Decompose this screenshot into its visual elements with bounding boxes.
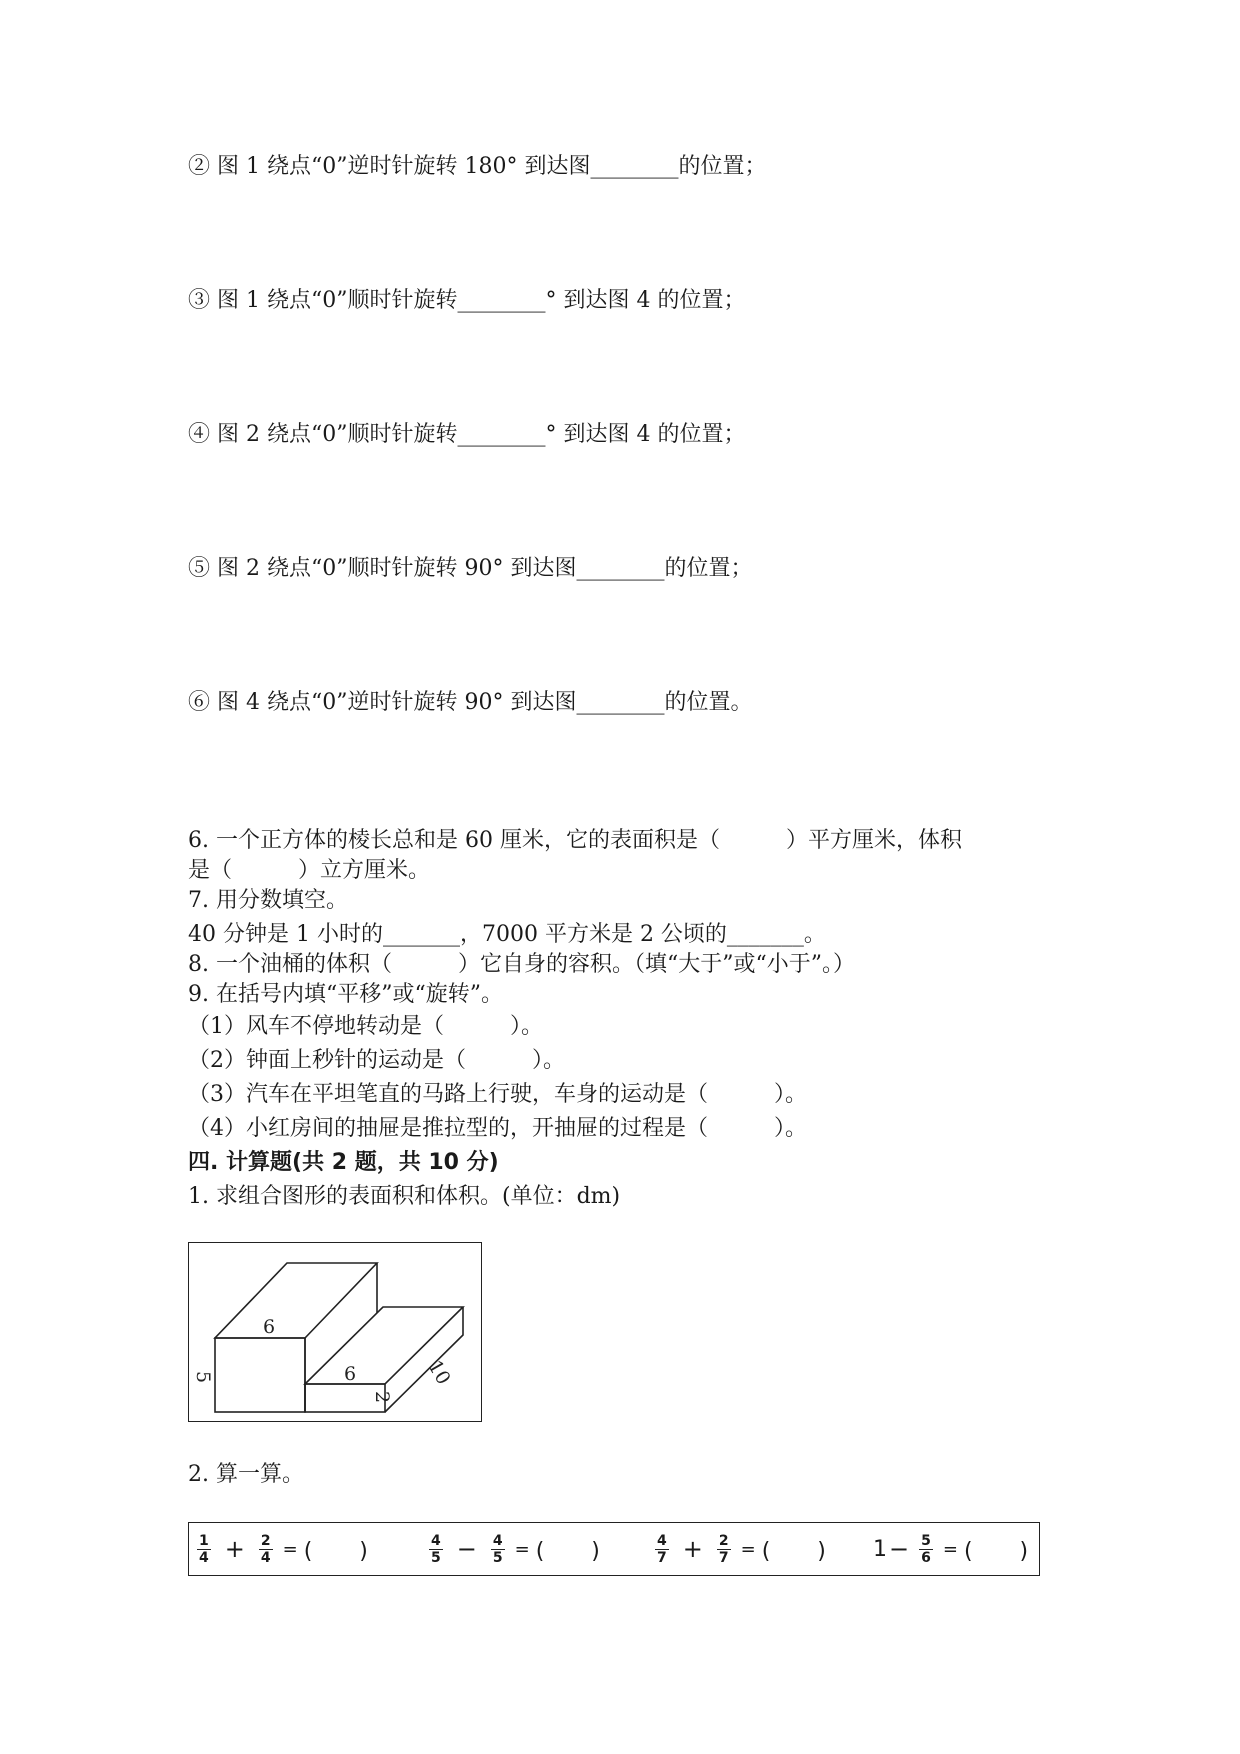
q6-line1: 6. 一个正方体的棱长总和是 60 厘米，它的表面积是（ ）平方厘米，体积 <box>188 828 962 853</box>
q9-title: 9. 在括号内填“平移”或“旋转”。 <box>188 982 503 1007</box>
section4-heading: 四. 计算题(共 2 题，共 10 分) <box>188 1150 499 1175</box>
calc-expr-3: $\frac{4}{7}$ + $\frac{2}{7}$ = ( ) <box>657 1532 827 1566</box>
rotation-question-3: ③ 图 1 绕点“0”顺时针旋转________° 到达图 4 的位置； <box>188 288 746 313</box>
label-step-height: 2 <box>371 1391 393 1404</box>
fraction: $\frac{5}{6}$ <box>921 1532 931 1566</box>
calc-q2: 2. 算一算。 <box>188 1462 304 1487</box>
q9-item-4: （4）小红房间的抽屉是推拉型的，开抽屉的过程是（ ）。 <box>188 1116 807 1141</box>
q6-line2: 是（ ）立方厘米。 <box>188 858 431 883</box>
calc-expr-1: $\frac{1}{4}$ + $\frac{2}{4}$ = ( ) <box>199 1532 369 1566</box>
calc-q1: 1. 求组合图形的表面积和体积。(单位：dm) <box>188 1184 621 1209</box>
answer-blank: ( ) <box>963 1538 1030 1564</box>
q9-item-1: （1）风车不停地转动是（ ）。 <box>188 1014 543 1039</box>
label-top-width: 6 <box>263 1316 276 1338</box>
fraction: $\frac{1}{4}$ <box>199 1532 209 1566</box>
fraction: $\frac{4}{5}$ <box>431 1532 441 1566</box>
composite-solid-figure <box>188 1242 482 1422</box>
fraction: $\frac{4}{7}$ <box>657 1532 667 1566</box>
q8: 8. 一个油桶的体积（ ）它自身的容积。（填“大于”或“小于”。） <box>188 952 855 977</box>
label-step-width: 6 <box>344 1363 357 1385</box>
calc-expr-2: $\frac{4}{5}$ − $\frac{4}{5}$ = ( ) <box>431 1532 601 1566</box>
calc-expressions-box <box>188 1522 1040 1576</box>
rotation-question-4: ④ 图 2 绕点“0”顺时针旋转________° 到达图 4 的位置； <box>188 422 746 447</box>
label-depth: 10 <box>423 1356 455 1389</box>
rotation-question-5: ⑤ 图 2 绕点“0”顺时针旋转 90° 到达图________的位置； <box>188 556 753 581</box>
q9-item-3: （3）汽车在平坦笔直的马路上行驶，车身的运动是（ ）。 <box>188 1082 807 1107</box>
q7-line: 40 分钟是 1 小时的_______，7000 平方米是 2 公顷的_______。 <box>188 922 826 947</box>
q9-item-2: （2）钟面上秒针的运动是（ ）。 <box>188 1048 565 1073</box>
answer-blank: ( ) <box>535 1538 601 1564</box>
answer-blank: ( ) <box>761 1538 827 1564</box>
composite-solid-drawing <box>189 1243 481 1421</box>
fraction: $\frac{2}{7}$ <box>718 1532 729 1566</box>
rotation-question-2: ② 图 1 绕点“0”逆时针旋转 180° 到达图________的位置； <box>188 154 767 179</box>
label-height: 5 <box>192 1371 214 1384</box>
calc-expr-4: 1 − $\frac{5}{6}$ = ( ) <box>873 1532 1030 1566</box>
rotation-question-6: ⑥ 图 4 绕点“0”逆时针旋转 90° 到达图________的位置。 <box>188 690 753 715</box>
q7-title: 7. 用分数填空。 <box>188 888 348 913</box>
fraction: $\frac{4}{5}$ <box>492 1532 503 1566</box>
answer-blank: ( ) <box>303 1538 369 1564</box>
fraction: $\frac{2}{4}$ <box>260 1532 271 1566</box>
